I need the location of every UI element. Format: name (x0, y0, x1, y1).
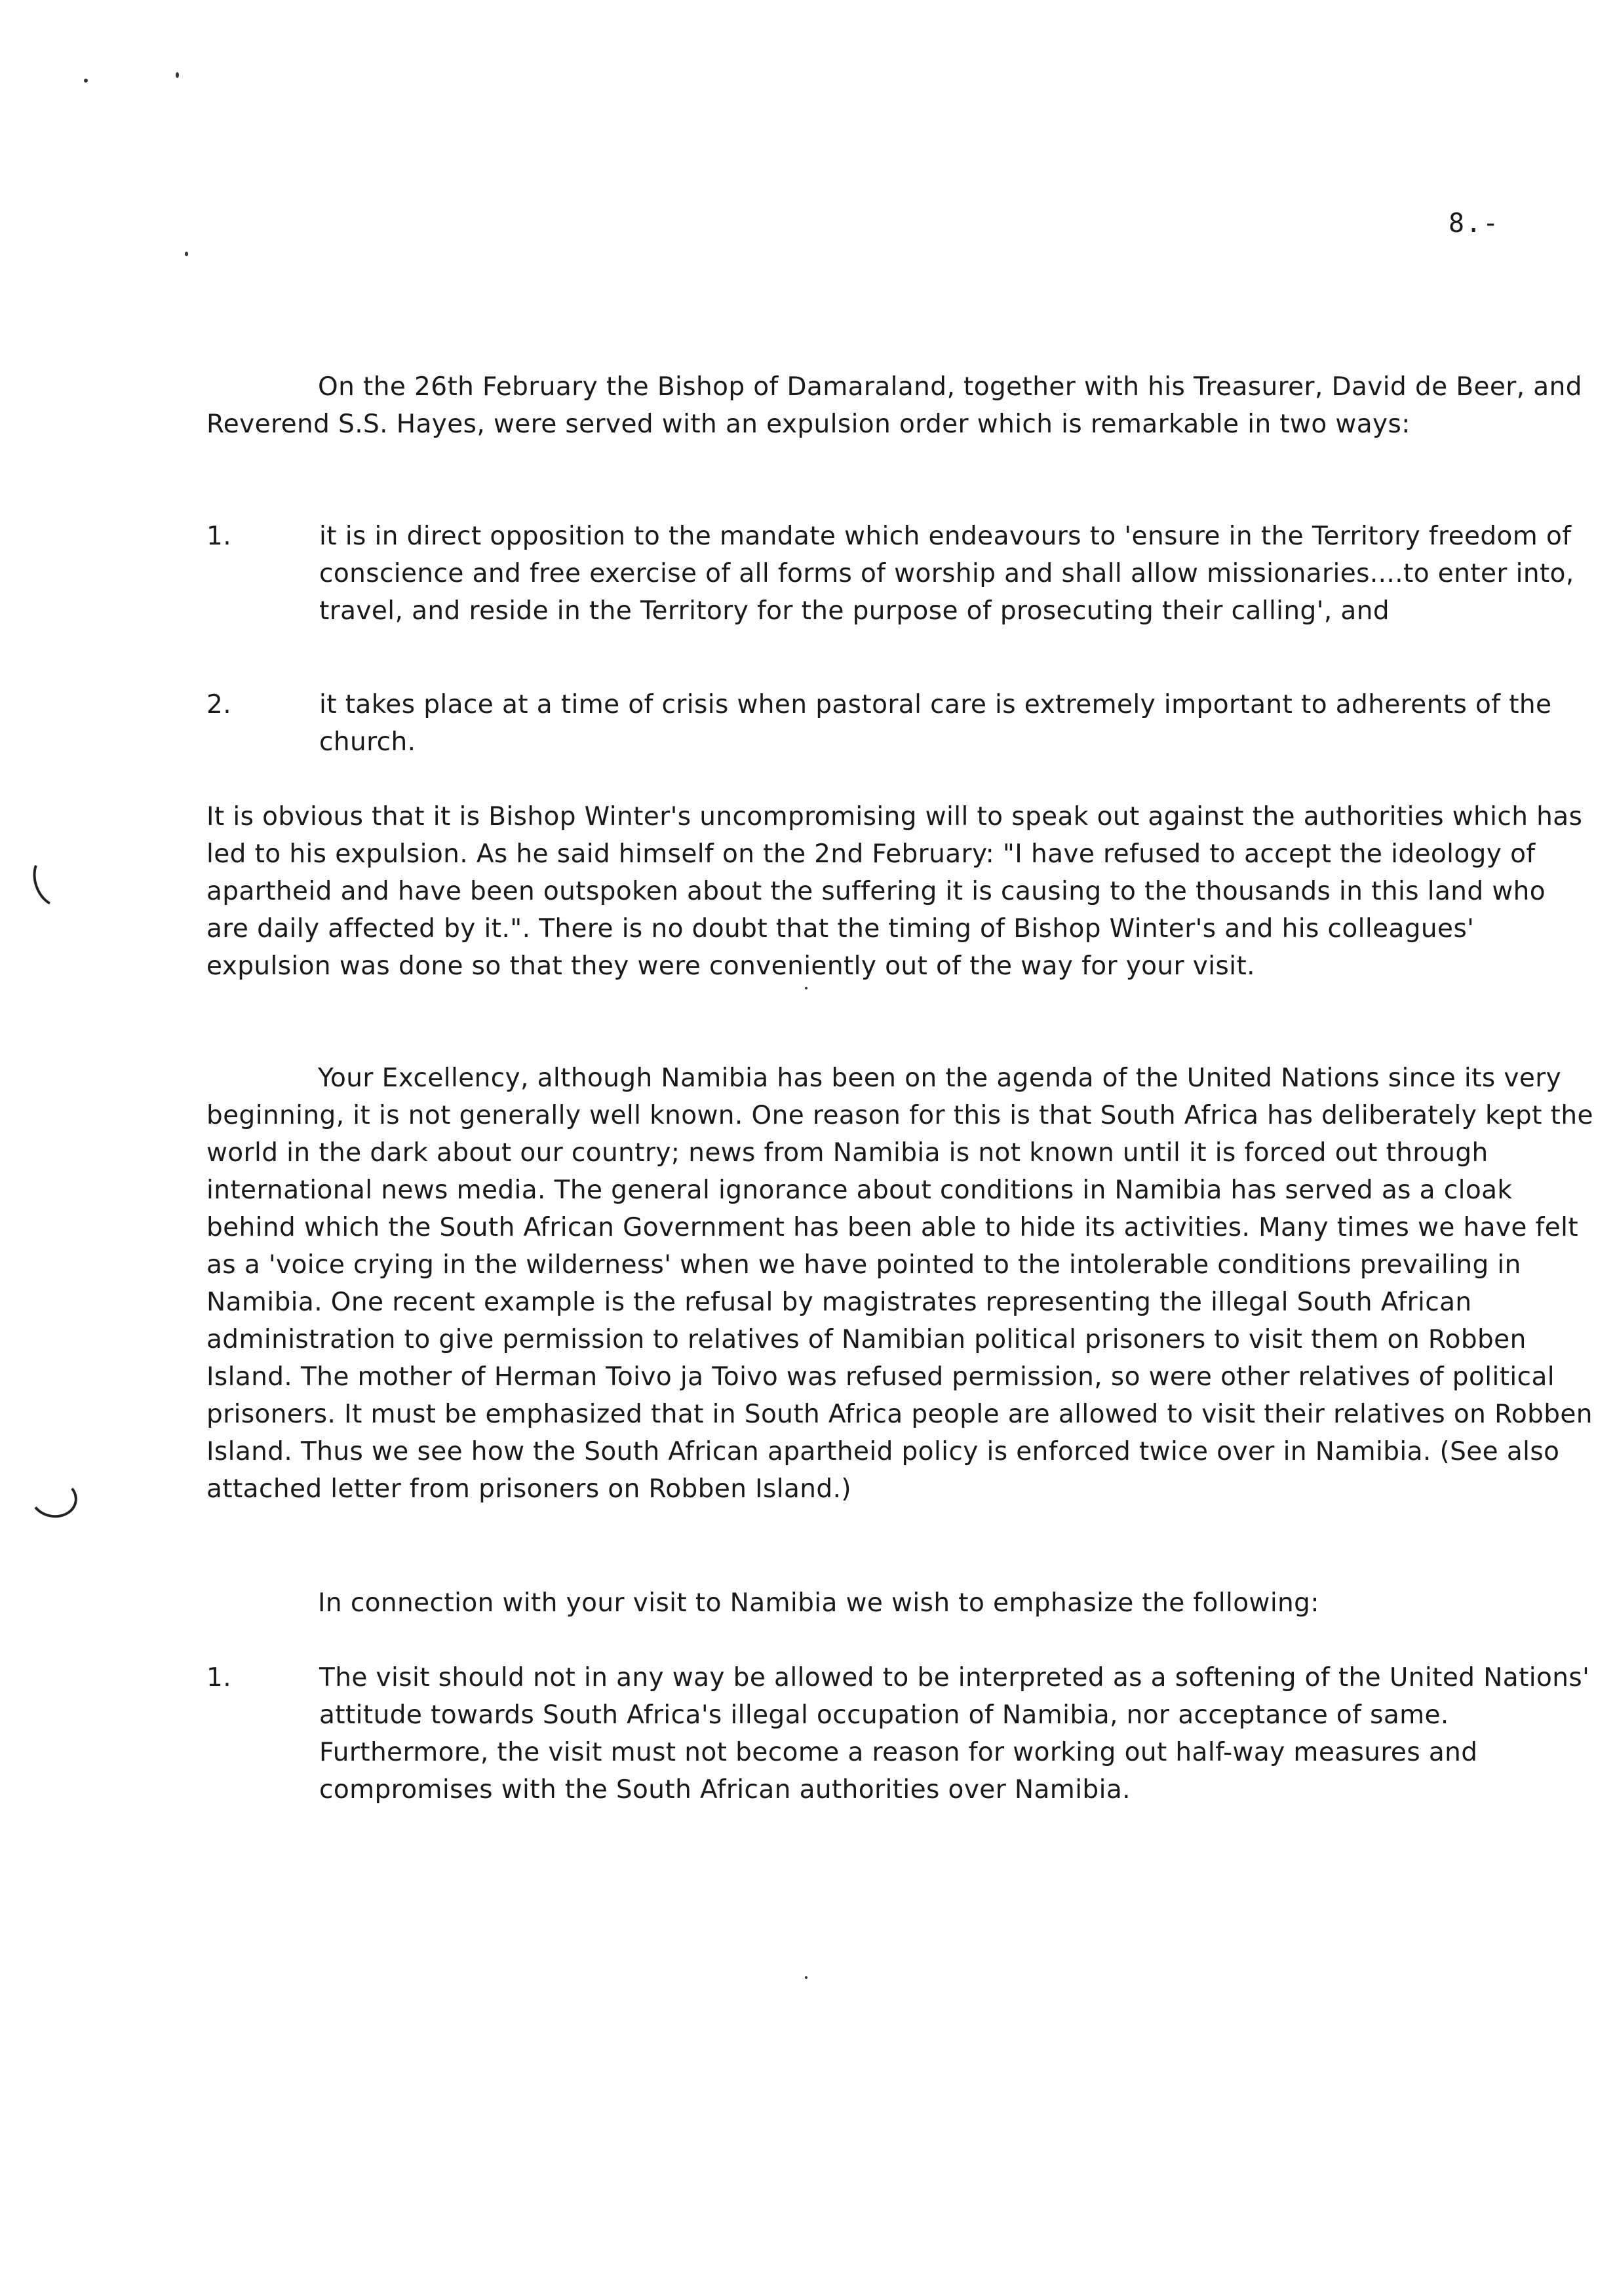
way-text: it is in direct opposition to the mandate which endeavours to 'ensure in the Territory freedom of conscience and free exercise of all forms of worship and shall allow missionaries....to enter into, travel, and reside in the Territory for the purpose of prosecuting their calling', and (319, 522, 1574, 626)
winter-paragraph (206, 798, 1596, 985)
binder-hole-mark (26, 847, 85, 914)
way-item (206, 686, 1596, 761)
scan-speck (805, 987, 808, 989)
winter-text: It is obvious that it is Bishop Winter's uncompromising will to speak out against the authorities which has led to his expulsion. As he said himself on the 2nd February: "I have refused to accept the ideology of apartheid and have been outspoken about the suffering it is causing to the thousands in this land who are daily affected by it.". There is no doubt that the timing of Bishop Winter's and his colleagues' expulsion was done so that they were conveniently out of the way for your visit. (206, 802, 1583, 981)
connection-paragraph (206, 1584, 1596, 1622)
point-item (206, 1659, 1596, 1808)
scan-speck (84, 79, 88, 83)
intro-text: On the 26th February the Bishop of Damaraland, together with his Treasurer, David de Beer, and Reverend S.S. Hayes, were served with an expulsion order which is remarkable in two ways: (206, 372, 1582, 439)
way-number: 1. (206, 522, 232, 551)
page-number: 8.- (1449, 208, 1500, 239)
connection-text: In connection with your visit to Namibia we wish to emphasize the following: (318, 1588, 1319, 1618)
excellency-text: Your Excellency, although Namibia has been on the agenda of the United Nations since its very beginning, it is not generally well known. One reason for this is that South Africa has deliberately kept the world in the dark about our country; news from Namibia is not known until it is forced out through international news media. The general ignorance about conditions in Namibia has served as a cloak behind which the South African Government has been able to hide its activities. Many times we have felt as a 'voice crying in the wilderness' when we have pointed to the intolerable conditions prevailing in Namibia. One recent example is the refusal by magistrates representing the illegal South African administration to give permission to relatives of Namibian political prisoners to visit them on Robben Island. The mother of Herman Toivo ja Toivo was refused permission, so were other relatives of political prisoners. It must be emphasized that in South Africa people are allowed to visit their relatives on Robben Island. Thus we see how the South African apartheid policy is enforced twice over in Namibia. (See also attached letter from prisoners on Robben Island.) (206, 1063, 1593, 1504)
excellency-paragraph (206, 1060, 1596, 1508)
way-item (206, 518, 1596, 630)
point-text: The visit should not in any way be allowed to be interpreted as a softening of the United Nations' attitude towards South Africa's illegal occupation of Namibia, nor acceptance of same. Furthermore, the visit must not become a reason for working out half-way measures and compromises with the South African authorities over Namibia. (319, 1663, 1590, 1805)
scan-speck (185, 252, 188, 256)
way-number: 2. (206, 690, 232, 719)
way-text: it takes place at a time of crisis when pastoral care is extremely important to adherents of the church. (319, 690, 1552, 757)
binder-hole-mark (27, 1474, 80, 1521)
scan-speck (805, 1976, 808, 1979)
point-number: 1. (206, 1663, 232, 1693)
intro-paragraph (206, 368, 1596, 443)
scan-speck (176, 72, 179, 78)
